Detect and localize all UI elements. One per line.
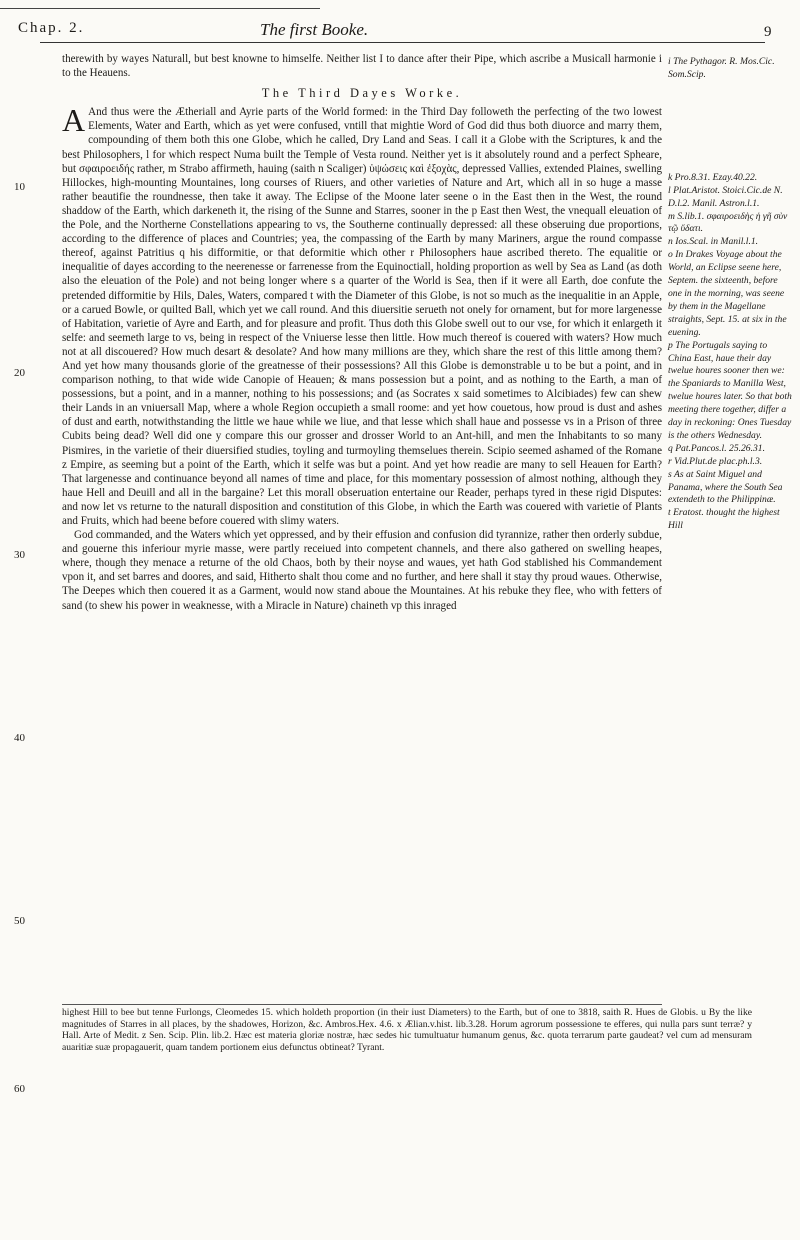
margin-note: m S.lib.1. σφαιροειδὴς ἡ γῆ σὺν τῷ ὕδατι. xyxy=(668,210,788,235)
running-header xyxy=(0,20,800,44)
header-rule xyxy=(40,42,765,43)
margin-notes xyxy=(668,56,792,533)
footnote-text: highest Hill to bee but tenne Furlongs, Cleomedes 15. which holdeth proportion (in their iust Diameters) to the Earth, but of one to 3818, saith R. Hues de Globis. u By the like magnitudes of Starres in all places, by the shadowes, Horizon, &c. Ambros.Hex. 4.6. x Ælian.v.hist. lib.3.28. Horum agrorum possessione te efferes, qui nulla pars sunt terræ? y Hall. Arte of Medit. z Sen. Scip. Plin. lib.2. Hæc est materia gloriæ nostræ, hæc sedes hic tumultuatur humanum genus, &c. quota terrarum parte gaudeat? vel cum ad mensuram auaritiæ suæ propagauerit, quam tandem portionem eius defunctus obtineat? Tyrant. xyxy=(62,1007,752,1053)
line-number: 40 xyxy=(14,732,25,744)
section-title: The Third Dayes Worke. xyxy=(261,86,463,101)
drop-cap: A xyxy=(62,102,86,139)
margin-note: p The Portugals saying to China East, haue their day twelue houres sooner then we: the Spaniards to Manilla West, twelue houres later. So that both meeting there together, differ a day in reckoning: Ones Tuesday is the others Wednesday. xyxy=(668,339,792,441)
intro-paragraph: therewith by wayes Naturall, but best knowne to himselfe. Neither list I to dance after their Pipe, which ascribe a Musicall harmonie i to the Heauens. xyxy=(62,53,662,80)
line-number: 60 xyxy=(14,1083,25,1095)
margin-note: q Pat.Pancos.l. 25.26.31. xyxy=(668,442,765,454)
top-rule xyxy=(0,8,320,9)
margin-note: k Pro.8.31. Ezay.40.22. xyxy=(668,171,758,183)
margin-note: i The Pythagor. R. Mos.Cic. Som.Scip. xyxy=(668,56,775,80)
margin-note: l Plat.Aristot. Stoici.Cic.de N. D.l.2. Manil. Astron.l.1. xyxy=(668,184,783,209)
line-number: 30 xyxy=(14,549,25,561)
footnotes xyxy=(62,1007,752,1053)
page-number: 9 xyxy=(764,24,772,40)
paragraph-text: And thus were the Ætheriall and Ayrie parts of the World formed: in the Third Day followeth the perfecting of the two lowest Elements, Water and Earth, which as yet were confused, vntill that mightie Word of God did thus both diuorce and marry them, compounding of them both this one Globe, which he called, Dry Land and Seas. I call it a Globe with the Scriptures, k and the best Philosophers, l for which respect Numa built the Temple of Vesta round. Neither yet is it absolutely round and a perfect Spheare, but σφαιροειδής rather, m Strabo affirmeth, hauing (saith n Scaliger) ὑψώσεις καὶ ἐξοχὰς, depressed Vallies, extended Plaines, swelling Hillockes, high-mounting Mountaines, long courses of Riuers, and other varieties of Nature and Art, which all in so huge a masse rather beautifie the roundnesse, then take it away. The Eclipse of the Moone later seene o in the East then in the West, the round shaddow of the Earth, which darkeneth it, the rising of the Sunne and Starres, sooner in the p East then West, the vnequall eleuation of the Pole, and the Northerne Constellations appearing to vs, the Southerne continually depressed: all these obseruing due proportions, according to the difference of places and Countries; yea, the compassing of the Earth by many Mariners, argue the round compasse thereof, against Patritius q his difformitie, or that deformitie which other r Philosophers haue ascribed thereto. The equalitie or inequalitie of dayes according to the neerenesse or farrenesse from the Equinoctiall, holding proportion as well by Sea as Land (as doth also the eleuation of the Pole) and not being longer where s a quarter of the World is Sea, then if it were all Earth, doe confute the pretended difformitie by Hils, Dales, Waters, compared t with the Diameter of this Globe, is not so much as the inequalitie in an Apple, or a carued Bowle, or quilted Ball, which yet we call round. And this diuersitie serueth not onely for ornament, but for more largenesse of Habitation, varietie of Ayre and Earth, and for pleasure and profit. Thus doth this Globe swell out to our vse, for which it enlargeth it selfe: and seemeth large to vs, being in respect of the Vniuerse lesse then little. How much thereof is couered with waters? How much not at all discouered? How much desart & desolate? And how many millions are they, which share the rest of this little among them? And yet how many thousands glorie of the greatnesse of their possessions? All this Globe is demonstrable u to be but a point, and in comparison nothing, to that wide wide Canopie of Heauen; & mans possession but a point, and as nothing to the Earth, a man of possessions, but a point, and in a manner, nothing to his possessions; and (as Socrates x said sometimes to Alcibiades) few can shew their Lands in an vniuersall Map, where a whole Region occupieth a small roome: and yet how couetous, how proud is dust and ashes of dust and earth, notwithstanding the little we haue while we liue, and that lesse which shall haue and possesse vs in a Prison of three Cubits being dead? Well did one y compare this our grosser and drosser World to an Ant-hill, and men the Inhabitants to so many Pismires, in the varietie of their diuersified studies, toyling and turmoyling themselues therein. Scipio seemed ashamed of the Romane z Empire, as seeming but a point of the Earth, which it selfe was but a point. And yet how readie are many to sell Heauen for Earth? That largenesse and continuance beyond all names of time and place, for this momentary possession of almost nothing, although they haue Hell and Deuill and all in the bargaine? Let this morall obseruation entertaine our Reader, perhaps tyred in these rigid Disputes: and now let vs returne to the naturall disposition and constitution of this Globe, in which the Earth was couered with varietie of Plants and Fruits, which had beene before couered with slimy waters. xyxy=(62,106,662,527)
body-paragraph: God commanded, and the Waters which yet oppressed, and by their effusion and confusion did tyrannize, rather then orderly subdue, and gouerne this inferiour myrie masse, were partly receiued into competent channels, and there also gathered on swelling heapes, where, though they menace a returne of the old Chaos, both by their noyse and waues, yet hath God stablished his Commandement vpon it, and set barres and doores, and said, Hitherto shalt thou come and no further, and here shall it stay thy proud waues. Otherwise, The Deepes which then couered it as a Garment, would now stand aboue the Mountaines. At his rebuke they flee, who with fetters of sand (to shew his power in weaknesse, with a Miracle in Nature) chaineth vp this inraged xyxy=(62,529,662,612)
margin-note: o In Drakes Voyage about the World, an Eclipse seene here, Septem. the sixteenth, before one in the morning, was seene by them in the Magellane straights, Sept. 15. at six in the euening. xyxy=(668,249,787,338)
body-paragraph xyxy=(62,102,662,528)
line-number: 10 xyxy=(14,181,25,193)
margin-note: t Eratost. thought the highest Hill xyxy=(668,507,780,532)
line-number: 20 xyxy=(14,367,25,379)
main-text-column xyxy=(62,52,662,613)
footnote-rule xyxy=(62,1004,662,1005)
margin-note: r Vid.Plut.de plac.ph.l.3. xyxy=(668,455,763,467)
margin-note: s As at Saint Miguel and Panama, where the South Sea extendeth to the Philippinæ. xyxy=(668,468,783,506)
margin-note: n Ios.Scal. in Manil.l.1. xyxy=(668,236,759,248)
line-number: 50 xyxy=(14,915,25,927)
chapter-label: Chap. 2. xyxy=(18,20,85,36)
book-title: The first Booke. xyxy=(260,20,369,39)
